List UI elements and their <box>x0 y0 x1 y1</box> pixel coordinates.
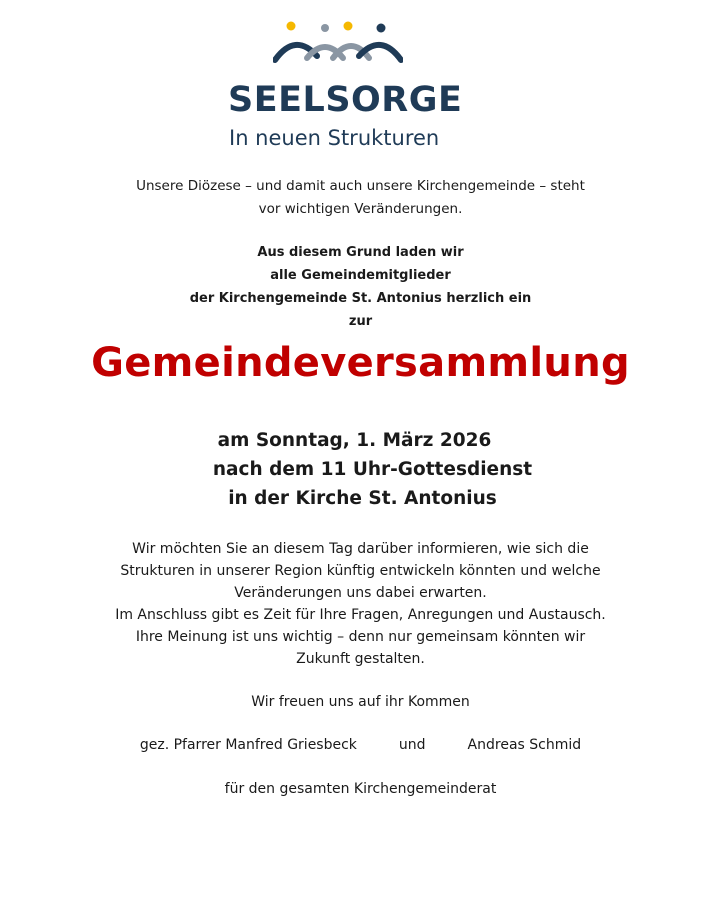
signature-line <box>0 737 721 753</box>
body-line-2: Strukturen in unserer Region künftig entwickeln könnten und welche <box>120 563 601 579</box>
body-line-6: Zukunft gestalten. <box>296 651 425 667</box>
event-date: am Sonntag, 1. März 2026 <box>217 430 492 451</box>
headline: Gemeindeversammlung <box>91 340 630 386</box>
signature-first: gez. Pfarrer Manfred Griesbeck <box>139 737 357 753</box>
event-time: nach dem 11 Uhr-Gottesdienst <box>212 459 533 480</box>
signature-conjunction: und <box>398 737 426 753</box>
logo-title: SEELSORGE <box>228 80 463 120</box>
invitation-line-4: zur <box>348 314 373 329</box>
intro-line-1: Unsere Diözese – und damit auch unsere Kirchengemeinde – steht <box>136 178 585 194</box>
signature-second: Andreas Schmid <box>467 737 582 753</box>
logo-subtitle: In neuen Strukturen <box>229 126 440 150</box>
invitation-line-3: der Kirchengemeinde St. Antonius herzlich ein <box>189 291 532 306</box>
footer-line: für den gesamten Kirchengemeinderat <box>224 781 497 797</box>
body-line-1: Wir möchten Sie an diesem Tag darüber informieren, wie sich die <box>132 541 589 557</box>
event-place: in der Kirche St. Antonius <box>228 488 497 509</box>
seelsorge-logo <box>218 18 463 150</box>
people-arcs-icon <box>273 20 403 66</box>
invitation-line-2: alle Gemeindemitglieder <box>270 268 451 283</box>
body-line-3: Veränderungen uns dabei erwarten. <box>234 585 487 601</box>
closing-line: Wir freuen uns auf ihr Kommen <box>251 694 470 710</box>
body-line-5: Ihre Meinung ist uns wichtig – denn nur gemeinsam könnten wir <box>135 629 586 645</box>
body-line-4: Im Anschluss gibt es Zeit für Ihre Fragen, Anregungen und Austausch. <box>115 607 606 623</box>
invitation-line-1: Aus diesem Grund laden wir <box>257 245 464 260</box>
intro-line-2: vor wichtigen Veränderungen. <box>258 201 463 217</box>
